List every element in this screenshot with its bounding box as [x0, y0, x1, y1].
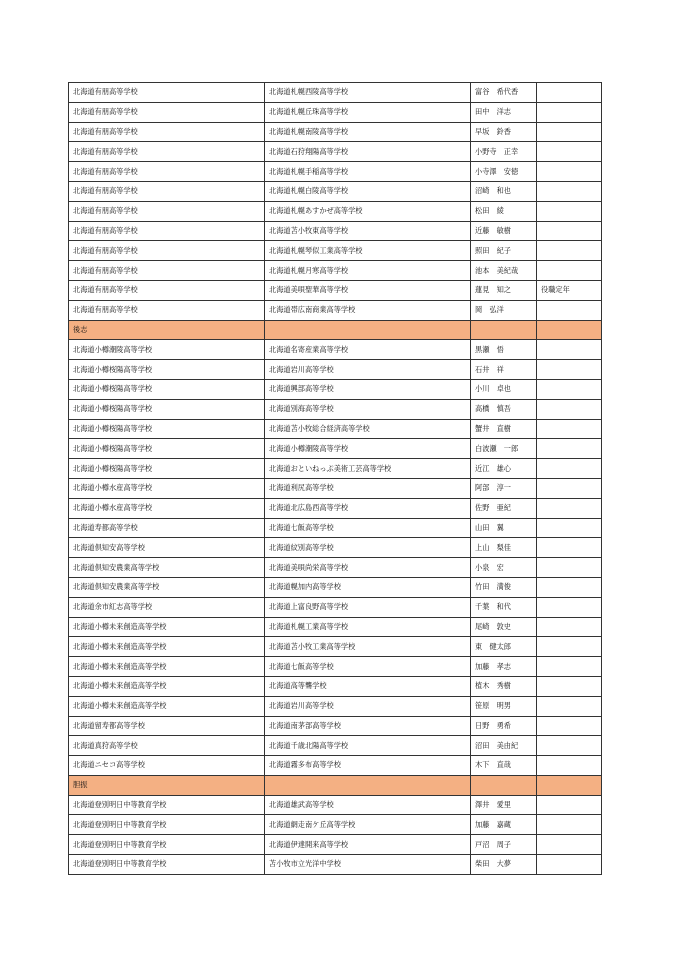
- note-cell: [537, 815, 602, 835]
- current-school-cell: 北海道有朋高等学校: [69, 102, 265, 122]
- region-empty-cell: [471, 775, 537, 795]
- new-school-cell: 北海道伊達開来高等学校: [265, 835, 471, 855]
- person-name-cell: 白波瀬 一郎: [471, 439, 537, 459]
- new-school-cell: 北海道上富良野高等学校: [265, 597, 471, 617]
- person-name-cell: 阿部 淳一: [471, 478, 537, 498]
- note-cell: [537, 558, 602, 578]
- new-school-cell: 北海道名寄産業高等学校: [265, 340, 471, 360]
- new-school-cell: 北海道網走南ケ丘高等学校: [265, 815, 471, 835]
- table-row: [69, 676, 602, 696]
- note-cell: [537, 181, 602, 201]
- table-row: [69, 478, 602, 498]
- person-name-cell: 黒瀬 悟: [471, 340, 537, 360]
- new-school-cell: 北海道札幌南陵高等学校: [265, 122, 471, 142]
- new-school-cell: 北海道札幌白陵高等学校: [265, 181, 471, 201]
- table-row: [69, 360, 602, 380]
- person-name-cell: 東 健太郎: [471, 637, 537, 657]
- person-name-cell: 蓮見 知之: [471, 280, 537, 300]
- person-name-cell: 佐野 亜紀: [471, 498, 537, 518]
- current-school-cell: 北海道小樽桜陽高等学校: [69, 439, 265, 459]
- current-school-cell: 北海道小樽水産高等学校: [69, 478, 265, 498]
- region-empty-cell: [537, 320, 602, 340]
- current-school-cell: 北海道登別明日中等教育学校: [69, 795, 265, 815]
- person-name-cell: 加藤 孝志: [471, 657, 537, 677]
- table-row: [69, 419, 602, 439]
- new-school-cell: 北海道興部高等学校: [265, 379, 471, 399]
- person-name-cell: 早坂 鈴香: [471, 122, 537, 142]
- note-cell: [537, 657, 602, 677]
- new-school-cell: 北海道利尻高等学校: [265, 478, 471, 498]
- note-cell: [537, 835, 602, 855]
- note-cell: [537, 360, 602, 380]
- note-cell: [537, 261, 602, 281]
- new-school-cell: 北海道高等聾学校: [265, 676, 471, 696]
- current-school-cell: 北海道登別明日中等教育学校: [69, 815, 265, 835]
- new-school-cell: 北海道七飯高等学校: [265, 518, 471, 538]
- table-row: [69, 657, 602, 677]
- table-row: [69, 736, 602, 756]
- table-row: [69, 617, 602, 637]
- region-empty-cell: [265, 775, 471, 795]
- current-school-cell: 北海道倶知安農業高等学校: [69, 558, 265, 578]
- new-school-cell: 北海道札幌丘珠高等学校: [265, 102, 471, 122]
- person-name-cell: 木下 直哉: [471, 756, 537, 776]
- current-school-cell: 北海道小樽桜陽高等学校: [69, 360, 265, 380]
- person-name-cell: 小野寺 正幸: [471, 142, 537, 162]
- person-name-cell: 小寺澤 安徳: [471, 162, 537, 182]
- note-cell: [537, 716, 602, 736]
- transfer-table: [68, 82, 602, 875]
- table-row: [69, 577, 602, 597]
- table-row: [69, 518, 602, 538]
- current-school-cell: 北海道有朋高等学校: [69, 221, 265, 241]
- current-school-cell: 北海道小樽未来創造高等学校: [69, 676, 265, 696]
- note-cell: [537, 419, 602, 439]
- region-header-row: [69, 775, 602, 795]
- region-empty-cell: [471, 320, 537, 340]
- note-cell: [537, 201, 602, 221]
- note-cell: [537, 696, 602, 716]
- current-school-cell: 北海道有朋高等学校: [69, 181, 265, 201]
- person-name-cell: 尾崎 敦史: [471, 617, 537, 637]
- person-name-cell: 上山 梨佳: [471, 538, 537, 558]
- table-row: [69, 162, 602, 182]
- table-row: [69, 696, 602, 716]
- region-label: 胆振: [69, 775, 265, 795]
- table-row: [69, 241, 602, 261]
- person-name-cell: 沼崎 和也: [471, 181, 537, 201]
- current-school-cell: 北海道有朋高等学校: [69, 241, 265, 261]
- note-cell: [537, 676, 602, 696]
- table-row: [69, 835, 602, 855]
- table-row: [69, 122, 602, 142]
- person-name-cell: 加藤 嘉蔵: [471, 815, 537, 835]
- person-name-cell: 小川 卓也: [471, 379, 537, 399]
- person-name-cell: 植木 秀樹: [471, 676, 537, 696]
- new-school-cell: 北海道北広島西高等学校: [265, 498, 471, 518]
- table-row: [69, 181, 602, 201]
- note-cell: [537, 459, 602, 479]
- current-school-cell: 北海道有朋高等学校: [69, 83, 265, 103]
- note-cell: [537, 736, 602, 756]
- table-row: [69, 142, 602, 162]
- current-school-cell: 北海道登別明日中等教育学校: [69, 835, 265, 855]
- person-name-cell: 小泉 宏: [471, 558, 537, 578]
- current-school-cell: 北海道有朋高等学校: [69, 300, 265, 320]
- current-school-cell: 北海道真狩高等学校: [69, 736, 265, 756]
- table-row: [69, 340, 602, 360]
- person-name-cell: 日野 勇希: [471, 716, 537, 736]
- new-school-cell: 北海道千歳北陽高等学校: [265, 736, 471, 756]
- region-label: 後志: [69, 320, 265, 340]
- new-school-cell: 苫小牧市立光洋中学校: [265, 855, 471, 875]
- table-row: [69, 459, 602, 479]
- new-school-cell: 北海道おといねっぷ美術工芸高等学校: [265, 459, 471, 479]
- new-school-cell: 北海道帯広南商業高等学校: [265, 300, 471, 320]
- current-school-cell: 北海道小樽未来創造高等学校: [69, 637, 265, 657]
- current-school-cell: 北海道登別明日中等教育学校: [69, 855, 265, 875]
- person-name-cell: 千葉 和代: [471, 597, 537, 617]
- current-school-cell: 北海道倶知安高等学校: [69, 538, 265, 558]
- person-name-cell: 高橋 慎吾: [471, 399, 537, 419]
- person-name-cell: 富谷 希代香: [471, 83, 537, 103]
- person-name-cell: 戸沼 周子: [471, 835, 537, 855]
- current-school-cell: 北海道寿都高等学校: [69, 518, 265, 538]
- current-school-cell: 北海道有朋高等学校: [69, 201, 265, 221]
- table-row: [69, 855, 602, 875]
- table-row: [69, 498, 602, 518]
- new-school-cell: 北海道苫小牧総合経済高等学校: [265, 419, 471, 439]
- new-school-cell: 北海道小樽潮陵高等学校: [265, 439, 471, 459]
- person-name-cell: 蟹井 直樹: [471, 419, 537, 439]
- table-row: [69, 379, 602, 399]
- new-school-cell: 北海道霧多布高等学校: [265, 756, 471, 776]
- table-row: [69, 538, 602, 558]
- table-row: [69, 558, 602, 578]
- new-school-cell: 北海道南茅部高等学校: [265, 716, 471, 736]
- new-school-cell: 北海道美唄尚栄高等学校: [265, 558, 471, 578]
- region-header-row: [69, 320, 602, 340]
- new-school-cell: 北海道札幌手稲高等学校: [265, 162, 471, 182]
- table-row: [69, 756, 602, 776]
- note-cell: [537, 162, 602, 182]
- current-school-cell: 北海道留寿都高等学校: [69, 716, 265, 736]
- new-school-cell: 北海道石狩翔陽高等学校: [265, 142, 471, 162]
- table-row: [69, 83, 602, 103]
- table-row: [69, 102, 602, 122]
- note-cell: [537, 142, 602, 162]
- current-school-cell: 北海道余市紅志高等学校: [69, 597, 265, 617]
- new-school-cell: 北海道札幌西陵高等学校: [265, 83, 471, 103]
- new-school-cell: 北海道岩川高等学校: [265, 696, 471, 716]
- note-cell: 役職定年: [537, 280, 602, 300]
- note-cell: [537, 855, 602, 875]
- note-cell: [537, 399, 602, 419]
- table-row: [69, 597, 602, 617]
- table-row: [69, 399, 602, 419]
- current-school-cell: 北海道小樽未来創造高等学校: [69, 617, 265, 637]
- table-row: [69, 300, 602, 320]
- person-name-cell: 笹原 明男: [471, 696, 537, 716]
- table-row: [69, 439, 602, 459]
- region-empty-cell: [537, 775, 602, 795]
- table-row: [69, 280, 602, 300]
- current-school-cell: 北海道有朋高等学校: [69, 261, 265, 281]
- current-school-cell: 北海道有朋高等学校: [69, 280, 265, 300]
- new-school-cell: 北海道幌加内高等学校: [265, 577, 471, 597]
- note-cell: [537, 637, 602, 657]
- person-name-cell: 石井 祥: [471, 360, 537, 380]
- note-cell: [537, 577, 602, 597]
- current-school-cell: 北海道有朋高等学校: [69, 122, 265, 142]
- current-school-cell: 北海道小樽潮陵高等学校: [69, 340, 265, 360]
- current-school-cell: 北海道ニセコ高等学校: [69, 756, 265, 776]
- transfer-table-body: [69, 83, 602, 875]
- note-cell: [537, 795, 602, 815]
- current-school-cell: 北海道小樽桜陽高等学校: [69, 399, 265, 419]
- person-name-cell: 岡 弘洋: [471, 300, 537, 320]
- current-school-cell: 北海道有朋高等学校: [69, 162, 265, 182]
- table-row: [69, 637, 602, 657]
- note-cell: [537, 617, 602, 637]
- current-school-cell: 北海道小樽桜陽高等学校: [69, 419, 265, 439]
- note-cell: [537, 221, 602, 241]
- new-school-cell: 北海道七飯高等学校: [265, 657, 471, 677]
- region-empty-cell: [265, 320, 471, 340]
- table-row: [69, 201, 602, 221]
- new-school-cell: 北海道紋別高等学校: [265, 538, 471, 558]
- person-name-cell: 近江 雄心: [471, 459, 537, 479]
- note-cell: [537, 300, 602, 320]
- table-row: [69, 261, 602, 281]
- new-school-cell: 北海道別海高等学校: [265, 399, 471, 419]
- table-row: [69, 716, 602, 736]
- current-school-cell: 北海道有朋高等学校: [69, 142, 265, 162]
- current-school-cell: 北海道小樽桜陽高等学校: [69, 459, 265, 479]
- new-school-cell: 北海道札幌月寒高等学校: [265, 261, 471, 281]
- person-name-cell: 山田 翼: [471, 518, 537, 538]
- table-row: [69, 815, 602, 835]
- person-name-cell: 澤井 愛里: [471, 795, 537, 815]
- note-cell: [537, 498, 602, 518]
- note-cell: [537, 518, 602, 538]
- current-school-cell: 北海道小樽未来創造高等学校: [69, 657, 265, 677]
- person-name-cell: 沼田 美由紀: [471, 736, 537, 756]
- person-name-cell: 竹田 満俊: [471, 577, 537, 597]
- new-school-cell: 北海道札幌工業高等学校: [265, 617, 471, 637]
- new-school-cell: 北海道札幌あすかぜ高等学校: [265, 201, 471, 221]
- note-cell: [537, 83, 602, 103]
- note-cell: [537, 439, 602, 459]
- current-school-cell: 北海道小樽水産高等学校: [69, 498, 265, 518]
- current-school-cell: 北海道小樽未来創造高等学校: [69, 696, 265, 716]
- note-cell: [537, 597, 602, 617]
- new-school-cell: 北海道札幌琴似工業高等学校: [265, 241, 471, 261]
- new-school-cell: 北海道苫小牧工業高等学校: [265, 637, 471, 657]
- new-school-cell: 北海道美唄聖華高等学校: [265, 280, 471, 300]
- person-name-cell: 近藤 敏樹: [471, 221, 537, 241]
- current-school-cell: 北海道倶知安農業高等学校: [69, 577, 265, 597]
- new-school-cell: 北海道苫小牧東高等学校: [265, 221, 471, 241]
- table-row: [69, 795, 602, 815]
- current-school-cell: 北海道小樽桜陽高等学校: [69, 379, 265, 399]
- note-cell: [537, 756, 602, 776]
- person-name-cell: 田中 洋志: [471, 102, 537, 122]
- person-name-cell: 柴田 大夢: [471, 855, 537, 875]
- note-cell: [537, 122, 602, 142]
- person-name-cell: 松田 綾: [471, 201, 537, 221]
- note-cell: [537, 478, 602, 498]
- table-row: [69, 221, 602, 241]
- note-cell: [537, 379, 602, 399]
- note-cell: [537, 538, 602, 558]
- note-cell: [537, 102, 602, 122]
- new-school-cell: 北海道岩川高等学校: [265, 360, 471, 380]
- person-name-cell: 照田 紀子: [471, 241, 537, 261]
- person-name-cell: 池本 美紀哉: [471, 261, 537, 281]
- note-cell: [537, 241, 602, 261]
- new-school-cell: 北海道雄武高等学校: [265, 795, 471, 815]
- note-cell: [537, 340, 602, 360]
